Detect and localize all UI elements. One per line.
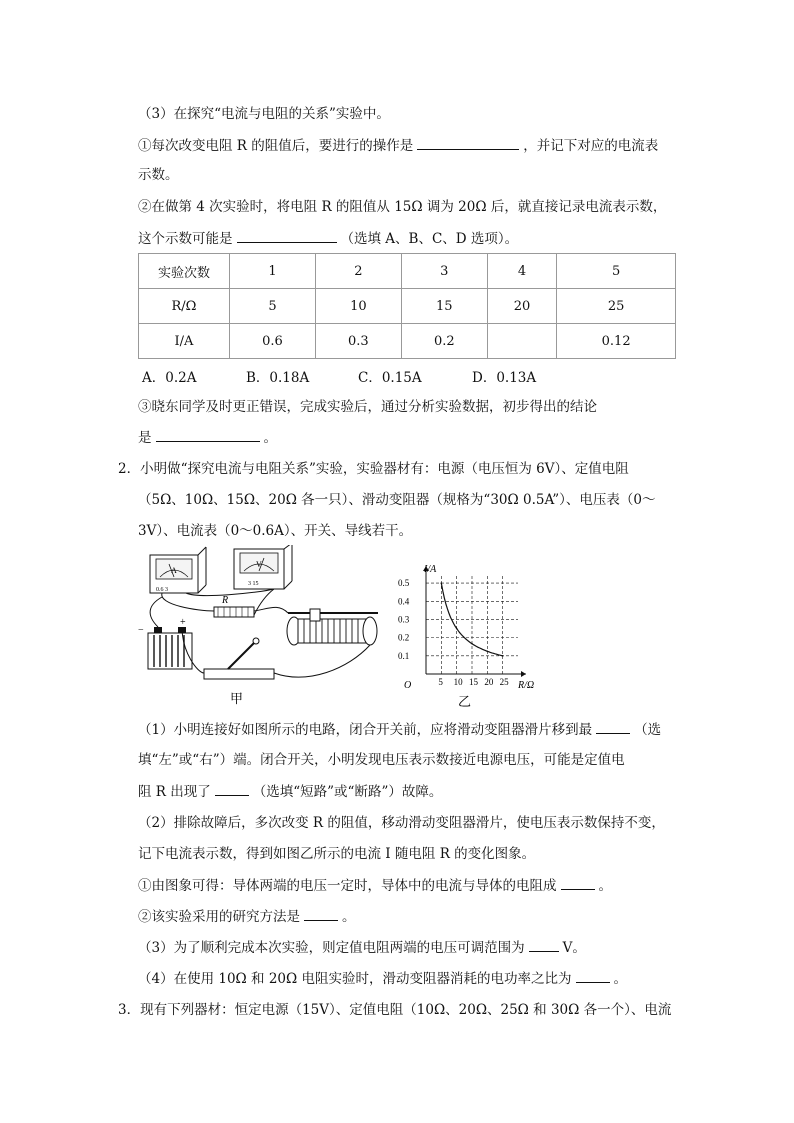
part3-heading: （3）在探究“电流与电阻的关系”实验中。 (138, 106, 390, 122)
figure-yi-caption: 乙 (458, 694, 472, 709)
problem2-line3: 3V）、电流表（0～0.6A）、开关、导线若干。 (138, 523, 413, 539)
option-d[interactable]: D．0.13A (472, 370, 537, 386)
data-point (441, 582, 443, 584)
svg-text:−: − (138, 625, 144, 636)
answer-blank-p1-a[interactable] (596, 720, 630, 734)
voltmeter (234, 545, 292, 589)
problem2-line1: 2．小明做“探究电流与电阻关系”实验，实验器材有：电源（电压恒为 6V）、定值电阻 (118, 461, 629, 477)
x-tick-label: 10 (453, 677, 463, 687)
p2-q2-sub1: ①由图象可得：导体两端的电压一定时，导体中的电流与导体的电阻成 。 (138, 878, 612, 894)
y-tick-label: 0.2 (398, 632, 410, 643)
circuit-figure (138, 545, 388, 705)
answer-blank-p4[interactable] (576, 969, 610, 983)
table-row: I/A 0.6 0.3 0.2 0.12 (139, 324, 676, 359)
part3-q3-line2: 是 。 (138, 430, 277, 446)
graph-origin-label: O (404, 680, 412, 691)
p2-q2-line1: （2）排除故障后，多次改变 R 的阻值，移动滑动变阻器滑片，使电压表示数保持不变， (138, 815, 665, 831)
switch (204, 638, 274, 679)
y-tick-label: 0.5 (398, 578, 410, 589)
missing-value-cell (487, 324, 557, 359)
answer-blank-q2[interactable] (237, 229, 337, 243)
x-tick-label: 25 (499, 677, 509, 687)
svg-text:R: R (222, 595, 229, 606)
y-tick-label: 0.1 (398, 650, 410, 661)
p2-q1-line1: （1）小明连接好如图所示的电路，闭合开关前，应将滑动变阻器滑片移到最 （选 (138, 722, 662, 738)
ammeter (150, 547, 206, 593)
answer-blank-p3[interactable] (529, 938, 559, 952)
problem3-line1: 3．现有下列器材：恒定电源（15V）、定值电阻（10Ω、20Ω、25Ω 和 30Ω 各一个）、电流 (118, 1002, 672, 1018)
part3-q2-line1: ②在做第 4 次实验时，将电阻 R 的阻值从 15Ω 调为 20Ω 后，就直接记录电流表示数， (138, 199, 667, 215)
p2-q4: （4）在使用 10Ω 和 20Ω 电阻实验时，滑动变阻器消耗的电功率之比为 。 (138, 971, 627, 987)
figure-jia-caption: 甲 (230, 691, 244, 705)
svg-text:+: + (180, 617, 186, 628)
data-point (487, 650, 489, 652)
graph-ylabel: I/A (424, 564, 437, 575)
problem2-line2: （5Ω、10Ω、15Ω、20Ω 各一只）、滑动变阻器（规格为“30Ω 0.5A”）、电压表（0～ (138, 492, 656, 508)
data-point (456, 628, 458, 630)
option-b[interactable]: B．0.18A (246, 370, 310, 386)
svg-text:3 15: 3 15 (248, 581, 259, 587)
part3-q1-line1: ①每次改变电阻 R 的阻值后，要进行的操作是 ，并记下对应的电流表 (138, 138, 659, 154)
i-r-graph (392, 560, 552, 710)
part3-q2-line2: 这个示数可能是 （选填 A、B、C、D 选项）。 (138, 231, 519, 247)
y-tick-label: 0.3 (398, 614, 410, 625)
resistor-r (214, 595, 254, 617)
data-point (471, 643, 473, 645)
x-tick-label: 5 (438, 677, 443, 687)
answer-blank-q3[interactable] (156, 428, 260, 442)
x-tick-label: 20 (484, 677, 494, 687)
graph-tick-labels (398, 578, 509, 687)
answer-blank-p2-b[interactable] (304, 907, 338, 921)
answer-blank-p2-a[interactable] (561, 876, 595, 890)
svg-text:0.6 3: 0.6 3 (156, 587, 168, 593)
p2-q1-line3: 阻 R 出现了 （选填“短路”或“断路”）故障。 (138, 784, 443, 800)
svg-text:V: V (256, 560, 262, 569)
data-table (138, 253, 676, 359)
data-point (502, 655, 504, 657)
table-row: R/Ω 5 10 15 20 25 (139, 289, 676, 324)
graph-xlabel: R/Ω (518, 680, 535, 691)
graph-gridlines (426, 574, 518, 674)
graph-axes (423, 566, 526, 677)
option-c[interactable]: C．0.15A (358, 370, 422, 386)
part3-q1-line2: 示数。 (138, 167, 179, 183)
y-tick-label: 0.4 (398, 596, 410, 607)
p2-q1-line2: 填“左”或“右”）端。闭合开关，小明发现电压表示数接近电源电压，可能是定值电 (138, 752, 625, 768)
option-a[interactable]: A．0.2A (142, 370, 197, 386)
part3-q3-line1: ③晓东同学及时更正错误，完成实验后，通过分析实验数据，初步得出的结论 (138, 399, 597, 415)
p2-q2-sub2: ②该实验采用的研究方法是 。 (138, 909, 356, 925)
answer-blank-q1[interactable] (417, 136, 519, 150)
table-row: 实验次数 1 2 3 4 5 (139, 254, 676, 289)
p2-q2-line2: 记下电流表示数，得到如图乙所示的电流 I 随电阻 R 的变化图象。 (138, 846, 536, 862)
x-tick-label: 15 (469, 677, 478, 687)
x-axis-arrow (521, 671, 526, 677)
svg-text:A: A (171, 566, 177, 575)
p2-q3: （3）为了顺利完成本次实验，则定值电阻两端的电压可调范围为 V。 (138, 940, 586, 956)
answer-blank-p1-b[interactable] (215, 782, 249, 796)
rheostat (287, 609, 378, 645)
